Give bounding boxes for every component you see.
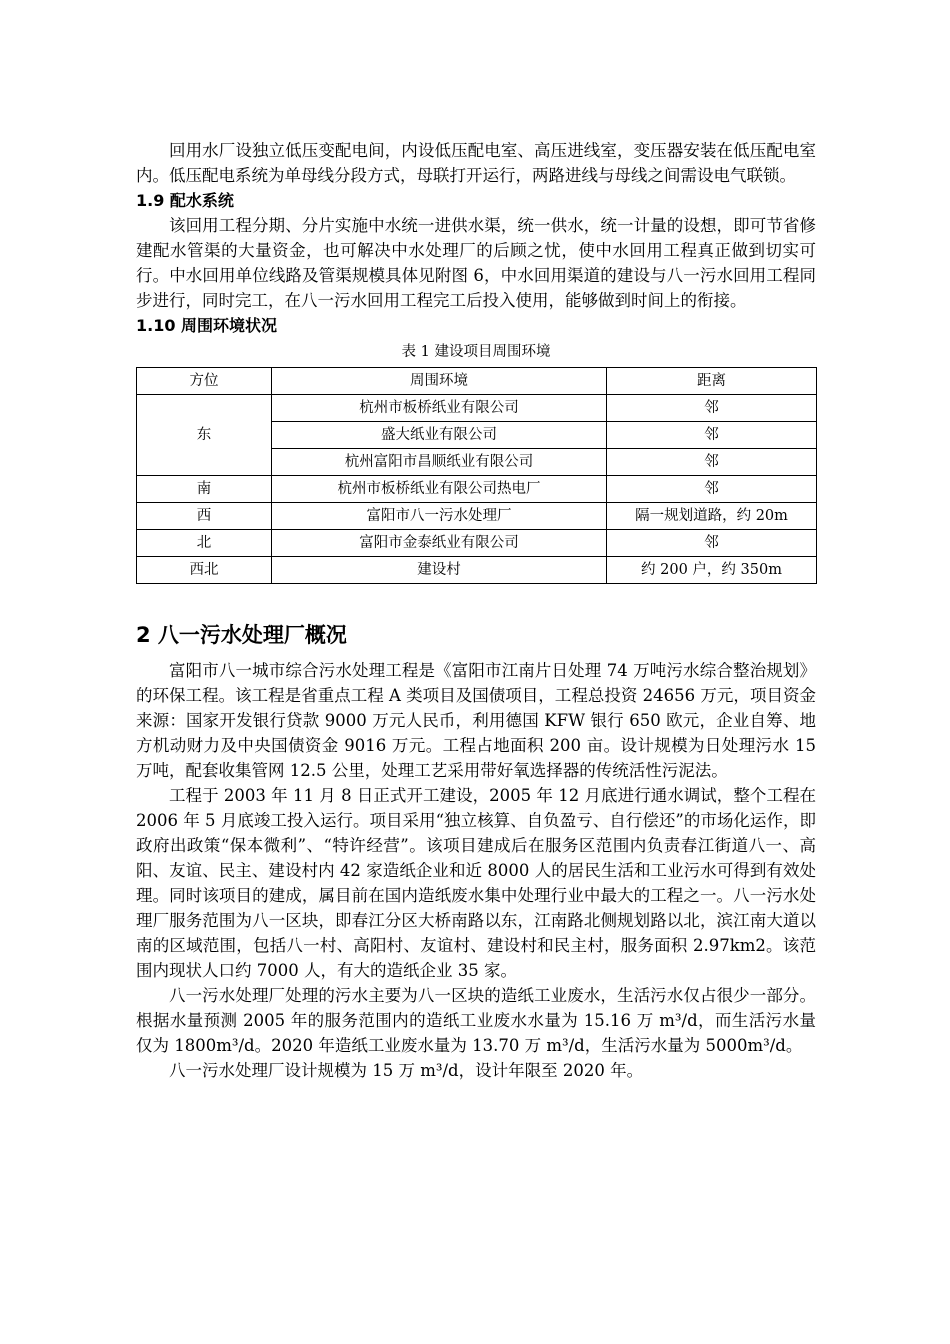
environment-cell: 建设村 — [272, 557, 607, 584]
distance-cell: 邻 — [607, 449, 817, 476]
direction-cell: 西 — [137, 503, 272, 530]
table-row — [137, 476, 817, 503]
table-row — [137, 557, 817, 584]
direction-cell: 西北 — [137, 557, 272, 584]
direction-cell: 北 — [137, 530, 272, 557]
distance-cell: 邻 — [607, 395, 817, 422]
section-1-9-heading: 1.9 配水系统 — [136, 191, 234, 210]
section-2-heading: 2 八一污水处理厂概况 — [136, 623, 347, 647]
intro-paragraph: 回用水厂设独立低压变配电间，内设低压配电室、高压进线室，变压器安装在低压配电室内。低压配电系统为单母线分段方式，母联打开运行，两路进线与母线之间需设电气联锁。 — [136, 141, 816, 185]
section-2-paragraph-4: 八一污水处理厂设计规模为 15 万 m³/d，设计年限至 2020 年。 — [169, 1061, 644, 1080]
environment-cell: 富阳市八一污水处理厂 — [272, 503, 607, 530]
direction-cell: 南 — [137, 476, 272, 503]
environment-cell: 盛大纸业有限公司 — [272, 422, 607, 449]
environment-cell: 杭州市板桥纸业有限公司 — [272, 395, 607, 422]
distance-cell: 邻 — [607, 530, 817, 557]
table-row — [137, 395, 817, 422]
environment-cell: 杭州富阳市昌顺纸业有限公司 — [272, 449, 607, 476]
direction-cell-east: 东 — [137, 395, 272, 476]
environment-table — [136, 367, 817, 584]
distance-cell: 约 200 户，约 350m — [607, 557, 817, 584]
section-2-paragraph-1: 富阳市八一城市综合污水处理工程是《富阳市江南片日处理 74 万吨污水综合整治规划》的环保工程。该工程是省重点工程 A 类项目及国债项目，工程总投资 24656 万元，项目资金来源：国家开发银行贷款 9000 万元人民币，利用德国 KFW 银行 650 欧元，企业自筹、地方机动财力及中央国债资金 9016 万元。工程占地面积 200 亩。设计规模为日处理污水 15 万吨，配套收集管网 12.5 公里，处理工艺采用带好氧选择器的传统活性污泥法。 — [136, 661, 816, 780]
environment-cell: 杭州市板桥纸业有限公司热电厂 — [272, 476, 607, 503]
distance-cell: 邻 — [607, 422, 817, 449]
table-caption: 表 1 建设项目周围环境 — [401, 344, 551, 360]
section-2-paragraph-2: 工程于 2003 年 11 月 8 日正式开工建设，2005 年 12 月底进行通水调试，整个工程在 2006 年 5 月底竣工投入运行。项目采用“独立核算、自负盈亏、自行偿还”的市场化运作，即政府出政策“保本微利”、“特许经营”。该项目建成后在服务区范围内负责春江街道八一、高阳、友谊、民主、建设村内 42 家造纸企业和近 8000 人的居民生活和工业污水可得到有效处理。同时该项目的建成，属目前在国内造纸废水集中处理行业中最大的工程之一。八一污水处理厂服务范围为八一区块，即春江分区大桥南路以东，江南路北侧规划路以北，滨江南大道以南的区域范围，包括八一村、高阳村、友谊村、建设村和民主村，服务面积 2.97km2。该范围内现状人口约 7000 人，有大的造纸企业 35 家。 — [136, 786, 816, 980]
table-row — [137, 530, 817, 557]
header-environment: 周围环境 — [272, 368, 607, 395]
distance-cell: 邻 — [607, 476, 817, 503]
environment-cell: 富阳市金泰纸业有限公司 — [272, 530, 607, 557]
section-2-paragraph-3: 八一污水处理厂处理的污水主要为八一区块的造纸工业废水，生活污水仅占很少一部分。根据水量预测 2005 年的服务范围内的造纸工业废水水量为 15.16 万 m³/d，而生活污水量仅为 1800m³/d。2020 年造纸工业废水量为 13.70 万 m³/d，生活污水量为 5000m³/d。 — [136, 986, 816, 1055]
table-row — [137, 503, 817, 530]
header-distance: 距离 — [607, 368, 817, 395]
section-1-9-paragraph: 该回用工程分期、分片实施中水统一进供水渠，统一供水，统一计量的设想，即可节省修建配水管渠的大量资金，也可解决中水处理厂的后顾之忧，使中水回用工程真正做到切实可行。中水回用单位线路及管渠规模具体见附图 6，中水回用渠道的建设与八一污水回用工程同步进行，同时完工，在八一污水回用工程完工后投入使用，能够做到时间上的衔接。 — [136, 216, 816, 310]
header-direction: 方位 — [137, 368, 272, 395]
section-1-10-heading: 1.10 周围环境状况 — [136, 316, 278, 335]
document-page — [136, 138, 816, 1083]
table-header-row — [137, 368, 817, 395]
distance-cell: 隔一规划道路，约 20m — [607, 503, 817, 530]
